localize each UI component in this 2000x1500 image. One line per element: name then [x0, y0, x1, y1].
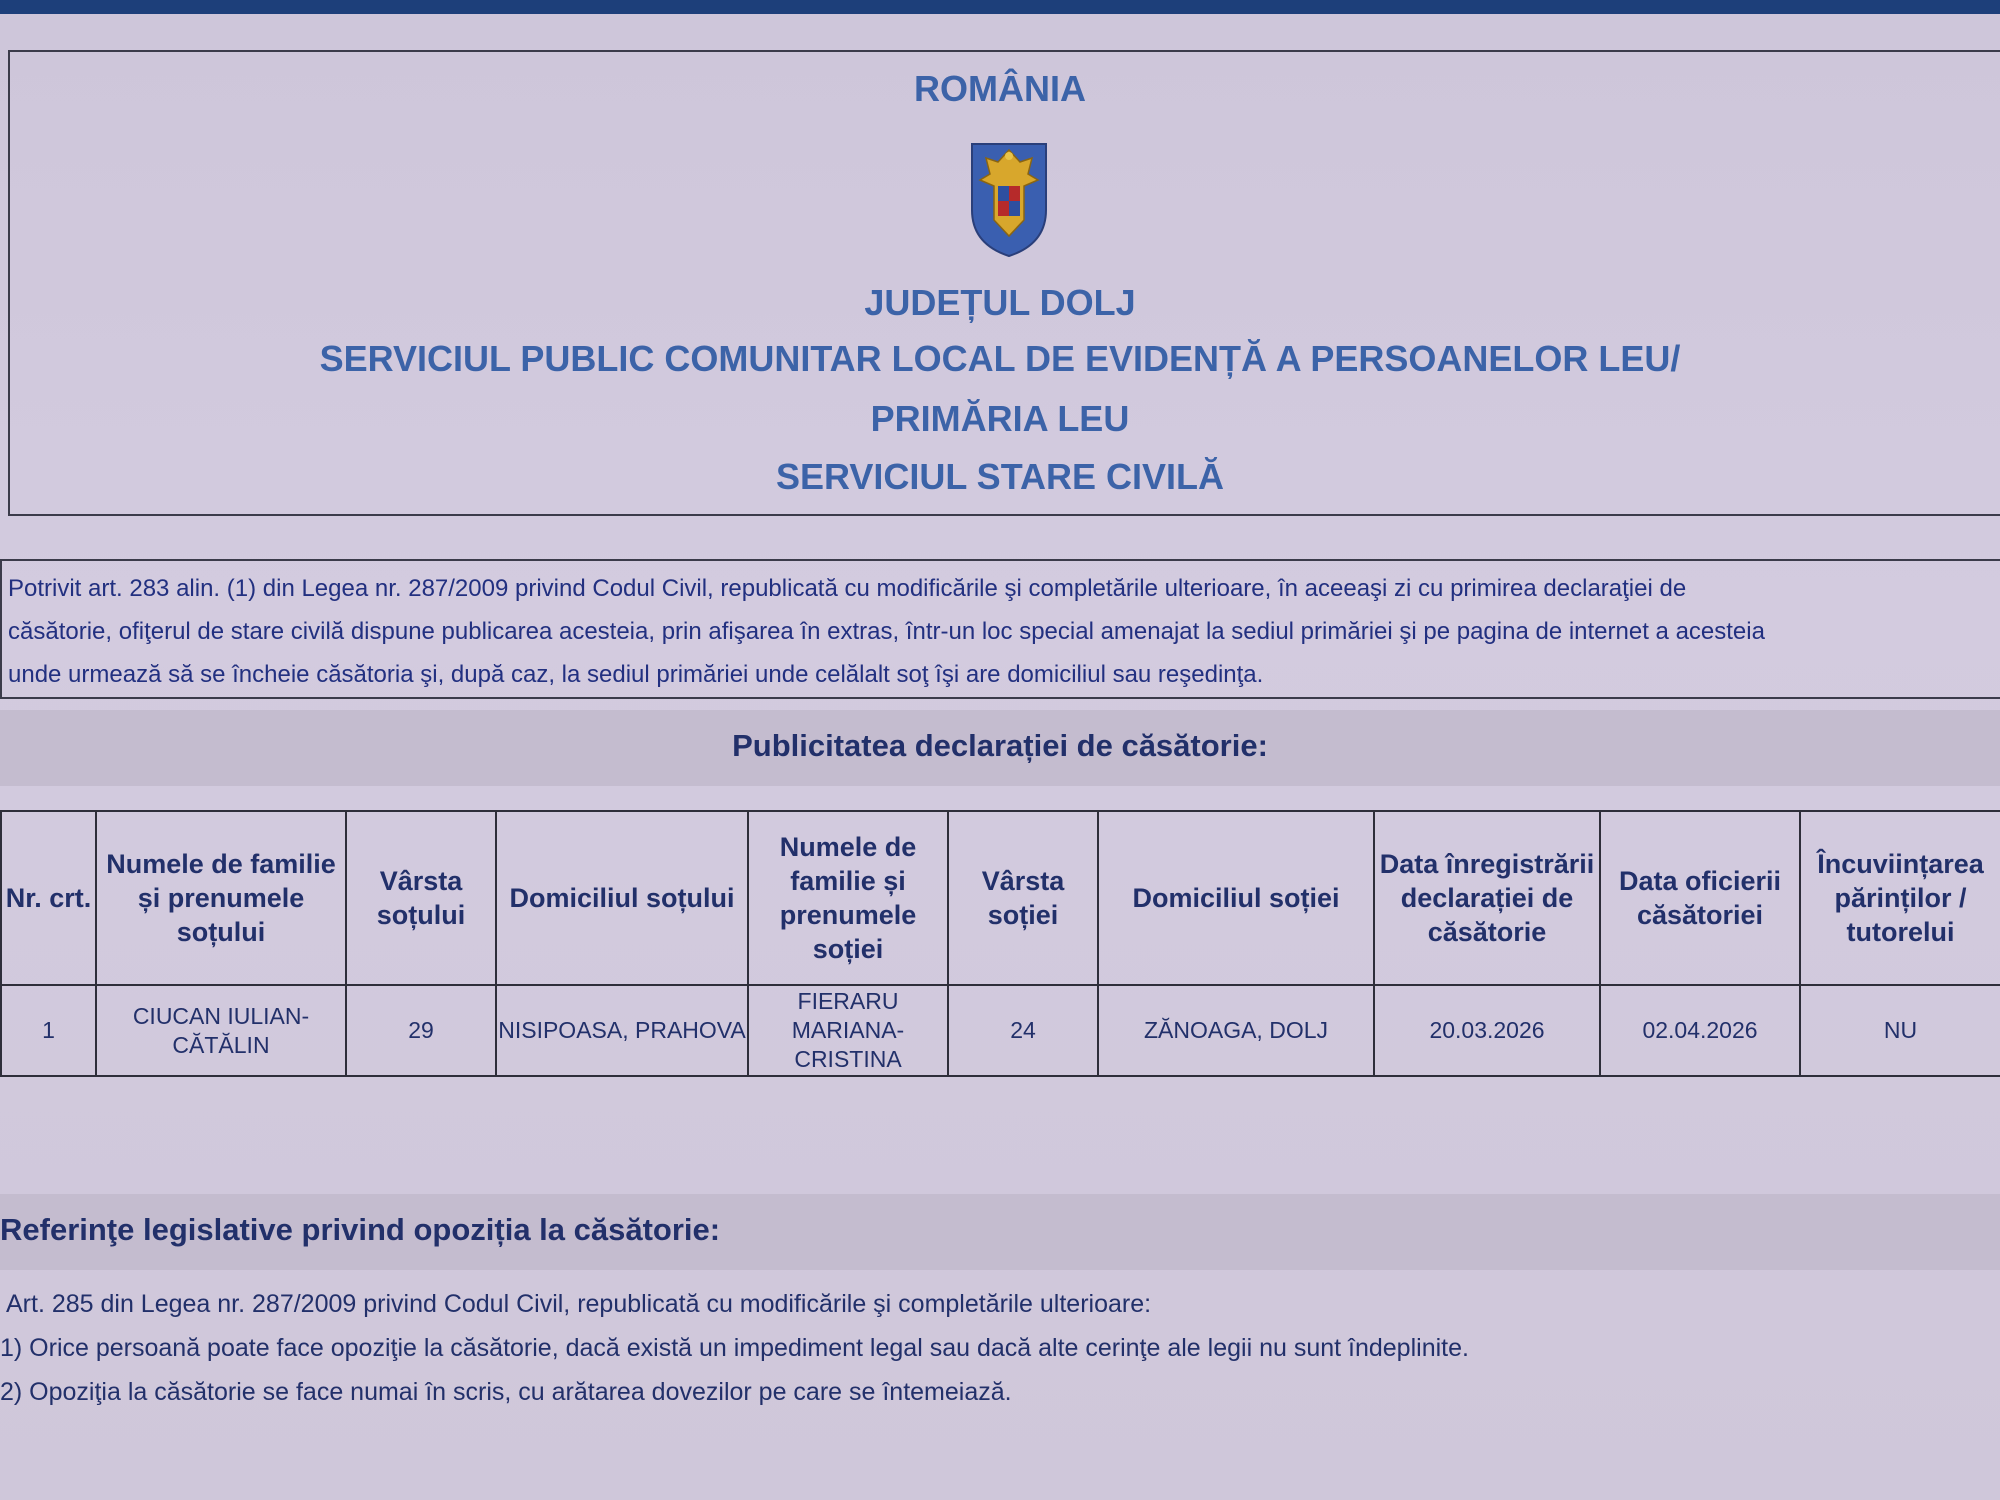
intro-paragraph	[0, 559, 2000, 699]
column-header: Domiciliul soțului	[496, 811, 748, 985]
top-edge	[0, 0, 2000, 14]
column-header: Vârsta soțului	[346, 811, 496, 985]
table-cell: NU	[1800, 985, 2000, 1076]
table-cell: 02.04.2026	[1600, 985, 1800, 1076]
table-cell: 24	[948, 985, 1098, 1076]
references-title: Referinţe legislative privind opoziția la căsătorie:	[0, 1212, 721, 1247]
column-header: Numele de familie și prenumele soțului	[96, 811, 346, 985]
intro-line-2: căsătorie, ofiţerul de stare civilă dispune publicarea acesteia, prin afişarea în extras, într-un loc special amenajat la sediul primăriei şi pe pagina de internet a acesteia	[8, 618, 1765, 645]
country-heading: ROMÂNIA	[914, 68, 1086, 109]
table-cell: 1	[1, 985, 96, 1076]
column-header: Nr. crt.	[1, 811, 96, 985]
references-line-3: 2) Opoziţia la căsătorie se face numai în scris, cu arătarea dovezilor pe care se întemeiază.	[0, 1378, 1012, 1406]
mayor-office-heading: PRIMĂRIA LEU	[870, 398, 1130, 439]
romania-coat-of-arms-icon	[968, 140, 1050, 258]
county-heading: JUDEȚUL DOLJ	[864, 282, 1136, 323]
publication-title: Publicitatea declarației de căsătorie:	[732, 728, 1268, 763]
table-cell: CIUCAN IULIAN-CĂTĂLIN	[96, 985, 346, 1076]
publication-table	[0, 810, 2000, 1077]
table-cell: ZĂNOAGA, DOLJ	[1098, 985, 1374, 1076]
table-row	[1, 985, 2000, 1076]
intro-line-3: unde urmează să se încheie căsătoria şi, după caz, la sediul primăriei unde celălalt soţ îşi are domiciliul sau reşedinţa.	[8, 661, 1264, 688]
civil-service-heading: SERVICIUL STARE CIVILĂ	[775, 456, 1225, 497]
intro-line-1: Potrivit art. 283 alin. (1) din Legea nr. 287/2009 privind Codul Civil, republicată cu modificările şi completările ulterioare, în aceeaşi zi cu primirea declaraţiei de	[8, 575, 1687, 602]
references-line-2: 1) Orice persoană poate face opoziţie la căsătorie, dacă există un impediment legal sau dacă alte cerinţe ale legii nu sunt îndeplinite.	[0, 1334, 1469, 1362]
column-header: Domiciliul soției	[1098, 811, 1374, 985]
column-header: Data înregistrării declarației de căsătorie	[1374, 811, 1600, 985]
table-header-row	[1, 811, 2000, 985]
table-cell: 20.03.2026	[1374, 985, 1600, 1076]
references-line-1: Art. 285 din Legea nr. 287/2009 privind Codul Civil, republicată cu modificările şi completările ulterioare:	[6, 1290, 1152, 1318]
service-heading: SERVICIUL PUBLIC COMUNITAR LOCAL DE EVIDENȚĂ A PERSOANELOR LEU/	[319, 338, 1681, 379]
column-header: Încuviințarea părinților / tutorelui	[1800, 811, 2000, 985]
table-cell: FIERARU MARIANA-CRISTINA	[748, 985, 948, 1076]
column-header: Data oficierii căsătoriei	[1600, 811, 1800, 985]
table-cell: NISIPOASA, PRAHOVA	[496, 985, 748, 1076]
column-header: Numele de familie și prenumele soției	[748, 811, 948, 985]
table-cell: 29	[346, 985, 496, 1076]
column-header: Vârsta soției	[948, 811, 1098, 985]
